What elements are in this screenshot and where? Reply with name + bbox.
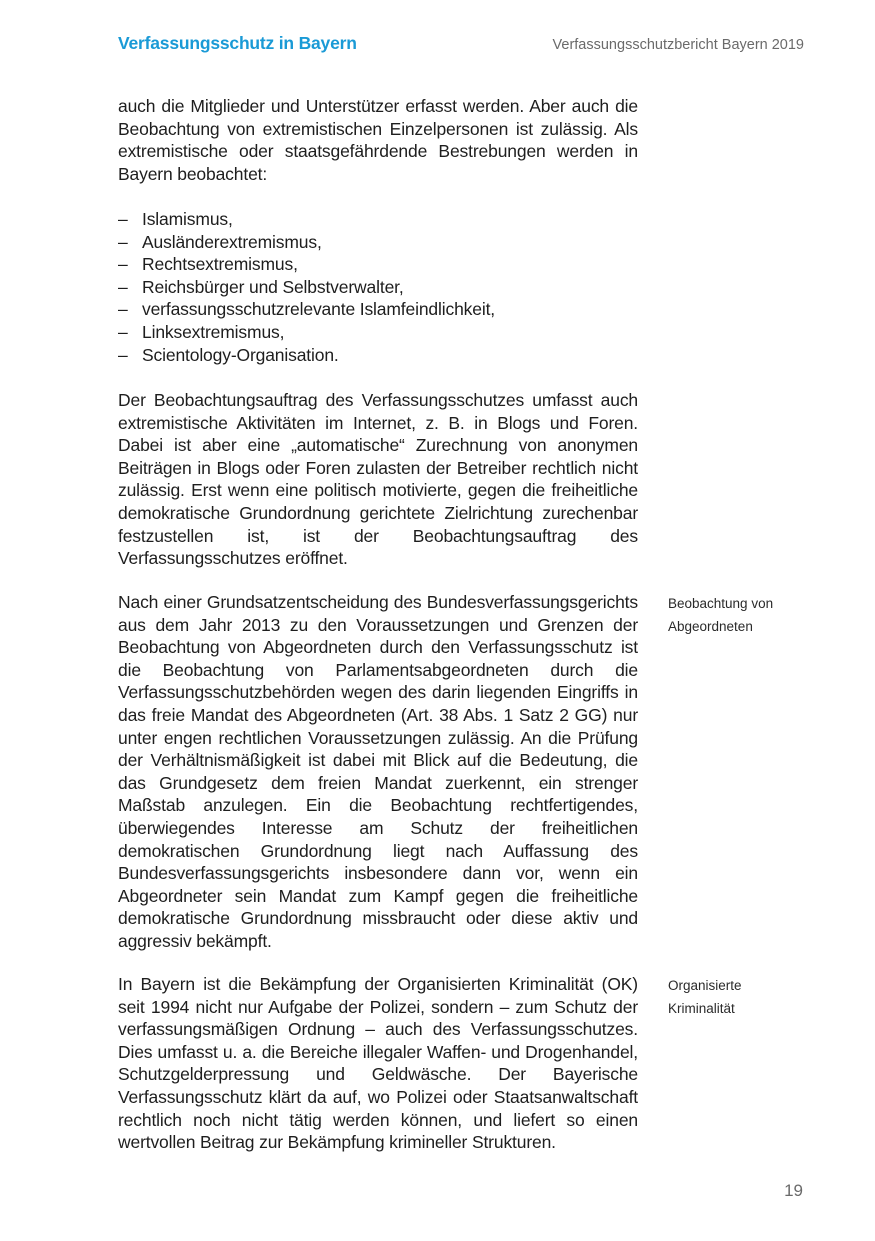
margin-note-line: Organisierte [668, 978, 742, 993]
paragraph-internet [118, 389, 638, 570]
paragraph-organized-crime [118, 973, 638, 1154]
list-item-text: Scientology-Organisation. [142, 344, 339, 365]
paragraph-intro-text: auch die Mitglieder und Unterstützer erfasst werden. Aber auch die Beobachtung von extremistischen Einzelpersonen ist zulässig. Als extremistische oder staatsgefährdende Bestrebungen werden in Bayern beobachtet: [118, 96, 638, 184]
list-item [118, 298, 638, 321]
list-item [118, 321, 638, 344]
margin-note-organized-crime [668, 974, 828, 1020]
paragraph-organized-crime-text: In Bayern ist die Bekämpfung der Organisierten Kriminalität (OK) seit 1994 nicht nur Aufgabe der Polizei, sondern – zum Schutz der verfassungsmäßigen Ordnung – auch des Verfassungsschutzes. Dies umfasst u. a. die Bereiche illegaler Waffen- und Drogenhandel, Schutzgelderpressung und Geldwäsche. Der Bayerische Verfassungsschutz klärt da auf, wo Polizei oder Staatsanwaltschaft rechtlich noch nicht tätig werden können, und liefert so einen wertvollen Beitrag zur Bekämpfung krimineller Strukturen. [118, 974, 638, 1153]
report-title: Verfassungsschutzbericht Bayern 2019 [552, 37, 804, 53]
dash-marker: – [118, 299, 128, 320]
list-item-text: Linksextremismus, [142, 321, 285, 342]
margin-note-line: Beobachtung von [668, 596, 774, 611]
list-item-text: Rechtsextremismus, [142, 254, 298, 275]
paragraph-abgeordnete-text: Nach einer Grundsatzentscheidung des Bundesverfassungsgerichts aus dem Jahr 2013 zu den Voraussetzungen und Grenzen der Beobachtung von Abgeordneten durch den Verfassungsschutz ist die Beobachtung von Parlamentsabgeordneten durch die Verfassungsschutzbehörden wegen des darin liegenden Eingriffs in das freie Mandat des Abgeordneten (Art. 38 Abs. 1 Satz 2 GG) nur unter engen rechtlichen Voraussetzungen zulässig. An die Prüfung der Verhältnismäßigkeit ist dabei mit Blick auf die Bedeutung, die das Grundgesetz dem freien Mandat zuerkennt, ein strenger Maßstab anzulegen. Ein die Beobachtung rechtfertigendes, überwiegendes Interesse am Schutz der freiheitlichen demokratischen Grundordnung liegt nach Auffassung des Bundesverfassungsgerichts insbesondere dann vor, wenn ein Abgeordneter sein Mandat zum Kampf gegen die freiheitliche demokratische Grundordnung missbraucht oder diese aktiv und aggressiv bekämpft. [118, 592, 638, 951]
list-item [118, 253, 638, 276]
margin-note-line: Abgeordneten [668, 619, 753, 634]
list-item-text: verfassungsschutzrelevante Islamfeindlichkeit, [142, 299, 495, 320]
margin-note-abgeordnete [668, 592, 828, 638]
paragraph-internet-text: Der Beobachtungsauftrag des Verfassungsschutzes umfasst auch extremistische Aktivitäten im Internet, z. B. in Blogs und Foren. Dabei ist aber eine „automatische“ Zurechnung von anonymen Beiträgen in Blogs oder Foren zulasten der Betreiber rechtlich nicht zulässig. Erst wenn eine politisch motivierte, gegen die freiheitliche demokratische Grundordnung gerichtete Zielrichtung zurechenbar festzustellen ist, ist der Beobachtungsauftrag des Verfassungsschutzes eröffnet. [118, 390, 638, 569]
list-item [118, 344, 638, 367]
section-title: Verfassungsschutz in Bayern [118, 33, 357, 53]
dash-marker: – [118, 276, 128, 297]
dash-marker: – [118, 321, 128, 342]
margin-note-line: Kriminalität [668, 1001, 735, 1016]
dash-marker: – [118, 231, 128, 252]
dash-marker: – [118, 344, 128, 365]
list-item-text: Ausländerextremismus, [142, 231, 322, 252]
observed-tendencies-list [118, 208, 638, 366]
list-item-text: Reichsbürger und Selbstverwalter, [142, 276, 404, 297]
list-item [118, 276, 638, 299]
list-item-text: Islamismus, [142, 209, 233, 229]
list-item [118, 231, 638, 254]
dash-marker: – [118, 209, 128, 229]
paragraph-abgeordnete [118, 591, 638, 953]
list-item [118, 208, 638, 231]
dash-marker: – [118, 254, 128, 275]
paragraph-intro [118, 95, 638, 185]
page-number: 19 [784, 1181, 803, 1200]
